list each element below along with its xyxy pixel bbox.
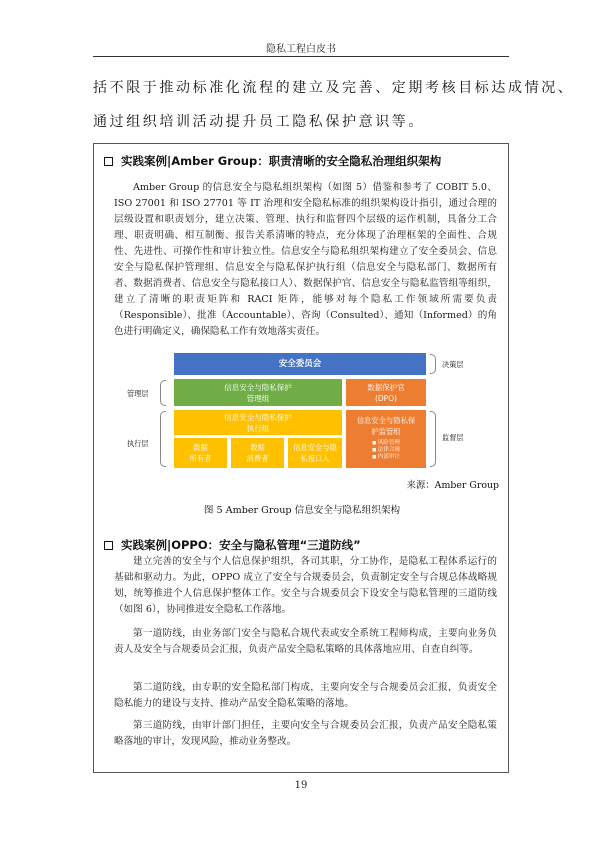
- figure-source: 来源：Amber Group: [406, 480, 499, 491]
- interface-person-box: [288, 438, 342, 468]
- dpo-line1: 数据保护官: [367, 382, 405, 392]
- security-committee-box: [174, 353, 426, 375]
- management-group-box: [174, 379, 342, 406]
- interface-person-line1: 信息安全与隐: [293, 443, 337, 452]
- case2-paragraph-2: 第一道防线，由业务部门安全与隐私合规代表或安全系统工程师构成，主要向业务负责人及安全与合规委员会汇报，负责产品安全隐私策略的具体落地应用、自查自纠等。: [114, 628, 497, 655]
- data-consumer-line2: 消费者: [246, 454, 269, 463]
- case1-title: [104, 153, 441, 169]
- header-rule: [93, 56, 509, 57]
- execution-group-line1: 信息安全与隐私保护: [224, 412, 292, 422]
- monitor-item: ■ 风险管理: [372, 440, 400, 447]
- case-study-frame: [93, 143, 509, 773]
- data-owner-line2: 所有者: [189, 454, 212, 463]
- brace-supervision: [430, 411, 436, 467]
- tier-label-management: 管理层: [127, 389, 149, 398]
- tier-label-decision: 决策层: [442, 360, 464, 369]
- dpo-line2: (DPO): [374, 393, 398, 403]
- interface-person-line2: 私接口人: [300, 454, 330, 463]
- page-number: 19: [294, 780, 308, 791]
- monitor-group-line1: 信息安全与隐私保: [356, 416, 416, 425]
- running-head: 隐私工程白皮书: [266, 44, 336, 55]
- tier-label-execution: 执行层: [127, 439, 149, 448]
- monitor-item: ■ 法律合规: [372, 447, 400, 454]
- brace-execution: [160, 411, 166, 467]
- case2-paragraph-4: 第三道防线，由审计部门担任，主要向安全与合规委员会汇报，负责产品安全隐私策略落地的审计，发现风险，推动业务整改。: [114, 720, 497, 747]
- data-owner-box: [174, 438, 227, 468]
- tier-label-supervision: 监督层: [442, 433, 464, 442]
- monitor-group-box: [346, 410, 426, 468]
- case2-paragraph-3: 第二道防线，由专职的安全隐私部门构成，主要向安全与合规委员会汇报，负责安全隐私能力的建设与支持、推动产品安全隐私策略的落地。: [114, 682, 497, 709]
- lead-line-1: 括不限于推动标准化流程的建立及完善、定期考核目标达成情况、: [93, 80, 575, 96]
- checkbox-square-icon: [104, 541, 113, 550]
- lead-line-2: 通过组织培训活动提升员工隐私保护意识等。: [93, 114, 425, 130]
- figure-caption: 图 5 Amber Group 信息安全与隐私组织架构: [203, 505, 401, 516]
- case1-title-text: 实践案例|Amber Group：职责清晰的安全隐私治理组织架构: [121, 154, 442, 168]
- monitor-items-list: [372, 440, 400, 461]
- monitor-group-line2: 护监管组: [371, 427, 401, 436]
- case2-paragraph-1: 建立完善的安全与个人信息保护组织，各司其职，分工协作，是隐私工程体系运行的基础和驱动力。为此，OPPO 成立了安全与合规委员会，负责制定安全与合规总体战略规划，统筹推进个人信息保护整体工作。安全与合规委员会下设安全与隐私管理的三道防线（如图 6），协同推进安全隐私工作落地。: [114, 556, 497, 615]
- management-group-line2: 管理组: [246, 393, 270, 403]
- case1-paragraph: Amber Group 的信息安全与隐私组织架构（如图 5）借鉴和参考了 COBIT 5.0、ISO 27001 和 ISO 27701 等 IT 治理和安全隐私标准的组织架构设计指引，通过合理的层级设置和职责划分，建立决策、管理、执行和监督四个层级的运作机制，具备分工合理、职责明确、相互制衡、报告关系清晰的特点，充分体现了治理框架的全面性、合规性、先进性、可操作性和审计独立性。信息安全与隐私组织架构建立了安全委员会、信息安全与隐私保护管理组、信息安全与隐私保护执行组（信息安全与隐私部门、数据所有者、数据消费者、信息安全与隐私接口人）、数据保护官、信息安全与隐私监管组等组织，建立了清晰的职责矩阵和 RACI 矩阵，能够对每个隐私工作领域所需要负责（Responsible）、批准（Accountable）、咨询（Consulted）、通知（Informed）的角色进行明确定义，确保隐私工作有效地落实责任。: [114, 182, 497, 337]
- org-diagram: [94, 349, 510, 479]
- checkbox-square-icon: [104, 157, 113, 166]
- dpo-box: [346, 379, 426, 406]
- monitor-item: ■ 内部审计: [372, 454, 400, 461]
- case2-title: [104, 537, 361, 553]
- execution-group-box: [174, 410, 342, 435]
- execution-group-line2: 执行组: [246, 423, 270, 433]
- data-consumer-line1: 数据: [250, 443, 265, 452]
- management-group-line1: 信息安全与隐私保护: [224, 382, 292, 392]
- data-consumer-box: [231, 438, 284, 468]
- case2-title-text: 实践案例|OPPO：安全与隐私管理“三道防线”: [121, 538, 361, 552]
- data-owner-line1: 数据: [193, 443, 208, 452]
- brace-decision: [430, 354, 436, 374]
- security-committee-label: 安全委员会: [278, 358, 322, 369]
- brace-management: [160, 380, 166, 406]
